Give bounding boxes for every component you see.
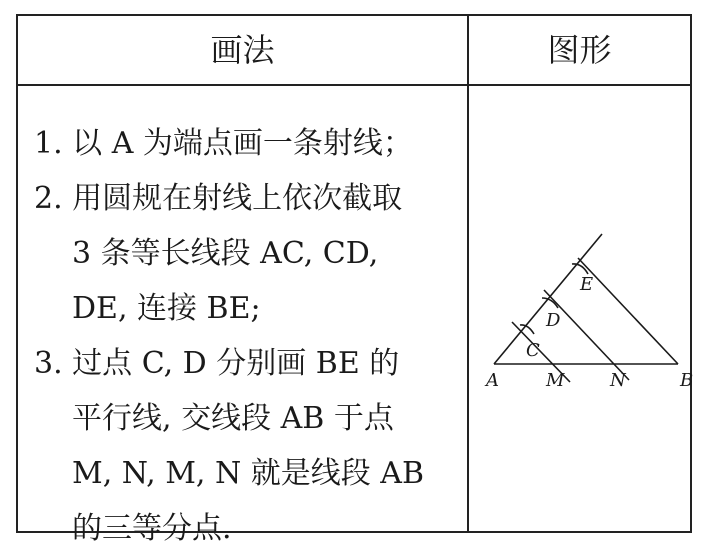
label-a: A [486,370,499,391]
header-figure: 图形 [547,31,612,69]
geometry-figure [484,228,694,412]
label-e: E [580,274,594,295]
method-table [16,14,694,546]
label-n: N [610,370,626,391]
step-3-line-3: M, N, M, N 就是线段 AB [72,456,425,491]
step-2-line-1: 2. 用圆规在射线上依次截取 [34,181,403,216]
step-3-line-2: 平行线, 交线段 AB 于点 [72,401,394,436]
trisection-diagram [484,228,694,408]
step-2-line-2: 3 条等长线段 AC, CD, [72,236,379,271]
step-1-line-1: 1. 以 A 为端点画一条射线； [34,126,413,161]
parallel-d [544,290,629,380]
label-c: C [526,340,540,361]
step-3-line-1: 3. 过点 C, D 分别画 BE 的 [34,346,400,381]
label-b: B [680,370,694,391]
table-header-row [18,16,690,86]
header-method: 画法 [210,31,275,69]
method-steps [34,116,464,556]
label-d: D [546,310,561,331]
step-2-line-3: DE, 连接 BE; [72,291,261,326]
step-3-line-4: 的三等分点. [72,511,232,546]
column-divider [467,16,469,531]
label-m: M [546,370,565,391]
